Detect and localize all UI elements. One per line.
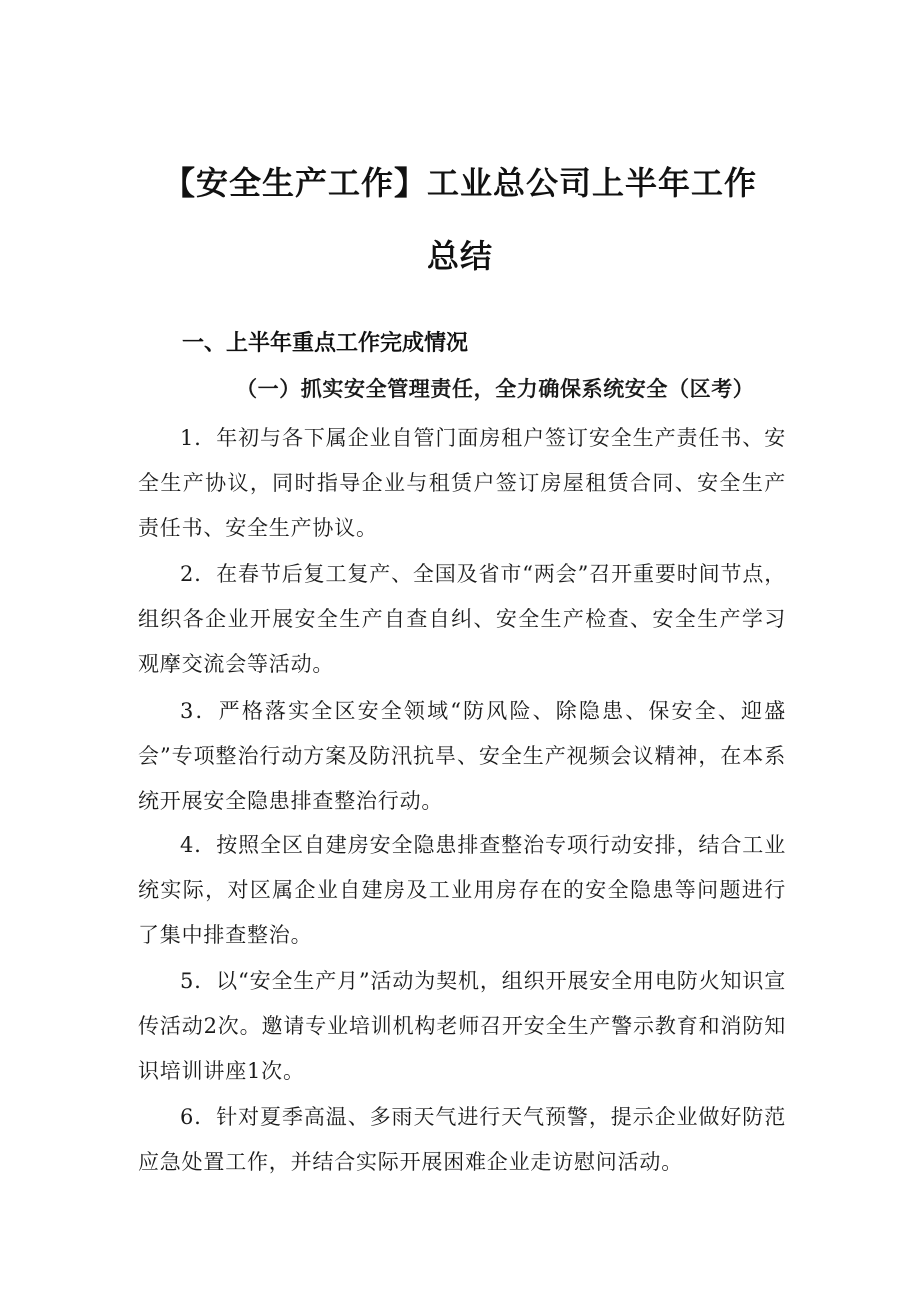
paragraph-item-2: 2．在春节后复工复产、全国及省市“两会”召开重要时间节点，组织各企业开展安全生产自查自纠、安全生产检查、安全生产学习观摩交流会等活动。 xyxy=(138,562,786,676)
paragraph-item-3: 3．严格落实全区安全领域“防风险、除隐患、保安全、迎盛会”专项整治行动方案及防汛抗旱、安全生产视频会议精神，在本系统开展安全隐患排查整治行动。 xyxy=(138,699,786,813)
paragraph-item-4: 4．按照全区自建房安全隐患排查整治专项行动安排，结合工业统实际，对区属企业自建房及工业用房存在的安全隐患等问题进行了集中排查整治。 xyxy=(138,833,786,947)
paragraph-item-1: 1．年初与各下属企业自管门面房租户签订安全生产责任书、安全生产协议，同时指导企业与租赁户签订房屋租赁合同、安全生产责任书、安全生产协议。 xyxy=(138,426,786,540)
document-title-line-2: 总结 xyxy=(426,237,493,275)
document-title-line-1: 【安全生产工作】工业总公司上半年工作 xyxy=(162,164,757,202)
section-heading: 一、上半年重点工作完成情况 xyxy=(182,331,469,356)
paragraph-item-6: 6．针对夏季高温、多雨天气进行天气预警，提示企业做好防范应急处置工作，并结合实际开展困难企业走访慰问活动。 xyxy=(138,1105,786,1174)
subsection-heading: （一）抓实安全管理责任，全力确保系统安全（区考） xyxy=(236,376,755,401)
paragraph-item-5: 5．以“安全生产月”活动为契机，组织开展安全用电防火知识宣传活动2次。邀请专业培训机构老师召开安全生产警示教育和消防知识培训讲座1次。 xyxy=(138,969,786,1083)
